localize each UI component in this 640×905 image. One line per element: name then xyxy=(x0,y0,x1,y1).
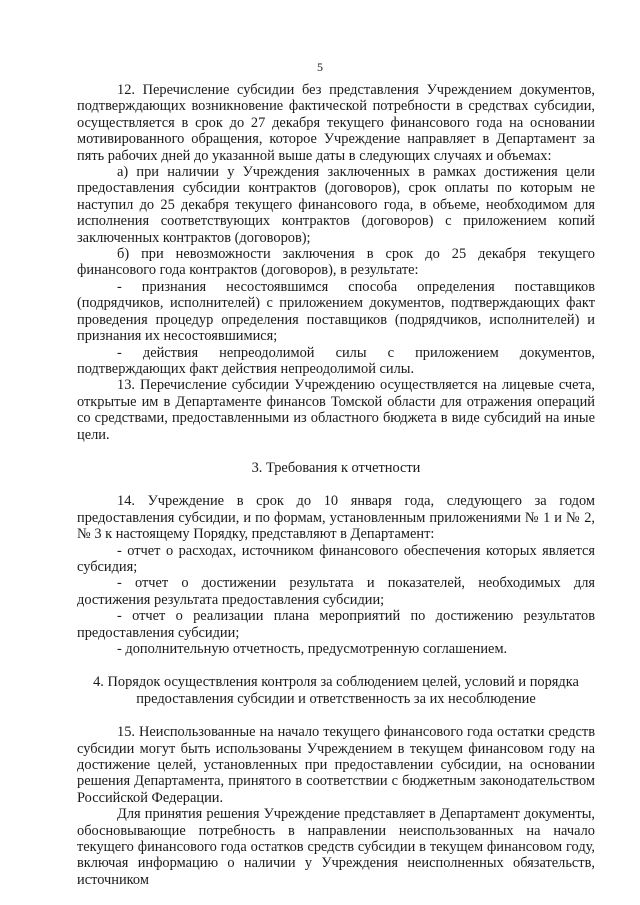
section-heading-4: 4. Порядок осуществления контроля за соблюдением целей, условий и порядка предоставления субсидии и ответственность за их несоблюдение xyxy=(93,674,579,707)
paragraph-12-item-b-dash-2: - действия непреодолимой силы с приложением документов, подтверждающих факт действия непреодолимой силы. xyxy=(77,344,595,377)
paragraph-12-item-a: а) при наличии у Учреждения заключенных в рамках достижения цели предоставления субсидии контрактов (договоров), срок оплаты по которым не наступил до 25 декабря текущего финансового года, в объеме, необходимом для исполнения соответствующих контрактов (договоров) с приложением копий заключенных контрактов (договоров); xyxy=(77,164,595,246)
page-number: 5 xyxy=(317,60,323,74)
document-body xyxy=(77,82,595,888)
paragraph-14-dash-2: - отчет о достижении результата и показателей, необходимых для достижения результата предоставления субсидии; xyxy=(77,575,595,608)
paragraph-12-item-b: б) при невозможности заключения в срок до 25 декабря текущего финансового года контрактов (договоров), в результате: xyxy=(77,246,595,279)
paragraph-13: 13. Перечисление субсидии Учреждению осуществляется на лицевые счета, открытые им в Департаменте финансов Томской области для отражения операций со средствами, предоставленными из областного бюджета в виде субсидий на иные цели. xyxy=(77,377,595,443)
paragraph-14-dash-3: - отчет о реализации плана мероприятий по достижению результатов предоставления субсидии; xyxy=(77,608,595,641)
paragraph-14-dash-1: - отчет о расходах, источником финансового обеспечения которых является субсидия; xyxy=(77,542,595,575)
paragraph-14: 14. Учреждение в срок до 10 января года, следующего за годом предоставления субсидии, и по формам, установленным приложениями № 1 и № 2, № 3 к настоящему Порядку, представляют в Департамент: xyxy=(77,493,595,543)
paragraph-15: 15. Неиспользованные на начало текущего финансового года остатки средств субсидии могут быть использованы Учреждением в текущем финансовом году на достижение целей, установленных при предоставлении субсидии, на основании решения Департамента, принятого в соответствии с бюджетным законодательством Российской Федерации. xyxy=(77,724,595,806)
paragraph-14-dash-4: - дополнительную отчетность, предусмотренную соглашением. xyxy=(117,641,508,657)
paragraph-15-continuation: Для принятия решения Учреждение представляет в Департамент документы, обосновывающие потребность в направлении неиспользованных на начало текущего финансового года остатков средств субсидии в текущем финансовом году, включая информацию о наличии у Учреждения неисполненных обязательств, источником xyxy=(77,806,595,888)
paragraph-12: 12. Перечисление субсидии без представления Учреждением документов, подтверждающих возникновение фактической потребности в средствах субсидии, осуществляется в срок до 27 декабря текущего финансового года на основании мотивированного обращения, которое Учреждение направляет в Департамент за пять рабочих дней до указанной выше даты в следующих случаях и объемах: xyxy=(77,82,595,164)
section-heading-3: 3. Требования к отчетности xyxy=(251,459,421,476)
paragraph-12-item-b-dash-1: - признания несостоявшимся способа определения поставщиков (подрядчиков, исполнителей) с приложением документов, подтверждающих факт проведения процедур определения поставщиков (подрядчиков, исполнителей) и признания их несостоявшимися; xyxy=(77,278,595,345)
